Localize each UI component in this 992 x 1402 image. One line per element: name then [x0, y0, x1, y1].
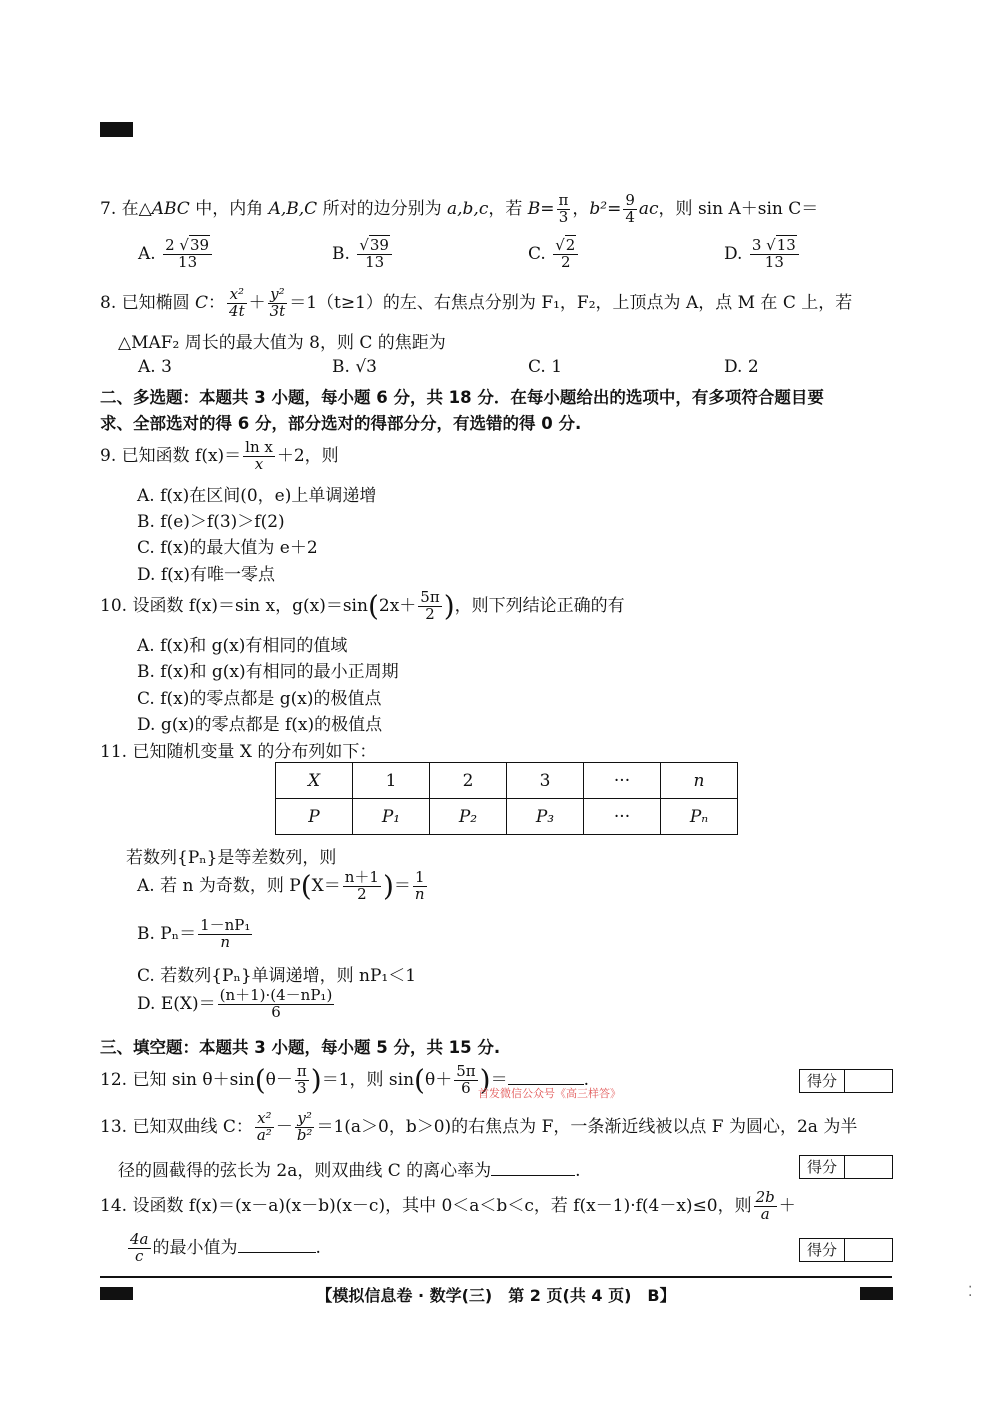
q12-stem: 12. 已知 sin θ＋sin(θ－ $\frac{\pi}{3}$ )＝1，则 sin(θ＋ $\frac{5\pi}{6}$ )＝ . — [100, 1062, 589, 1097]
q7-option-b: B. $\frac{√39}{13}$ — [332, 238, 394, 271]
q8-option-d: D. 2 — [724, 357, 759, 377]
section3-heading: 三、填空题：本题共 3 小题，每小题 5 分，共 15 分. — [100, 1038, 501, 1057]
q8-stem: 8. 已知椭圆 C： $\frac{\text{x²}}{4t}$ ＋ $\frac{\text{y²}}{3t}$ ＝1（t≥1）的左、右焦点分别为 F₁，F₂，上顶点为 A，点 M 在 C 上，若 — [100, 285, 853, 320]
q9-option-b: B. f(e)＞f(3)＞f(2) — [137, 512, 285, 532]
q9-option-c: C. f(x)的最大值为 e＋2 — [137, 538, 318, 558]
table-cell: ··· — [584, 799, 661, 835]
q10-option-d: D. g(x)的零点都是 f(x)的极值点 — [137, 715, 383, 735]
q10-option-b: B. f(x)和 g(x)有相同的最小正周期 — [137, 662, 399, 682]
q9-stem: 9. 已知函数 f(x)＝ $\frac{\text{ln x}}{x}$ ＋2，则 — [100, 438, 339, 473]
corner-mark-top-left — [100, 122, 133, 137]
q8-option-c: C. 1 — [528, 357, 563, 377]
q11-option-c: C. 若数列{Pₙ}单调递增，则 nP₁＜1 — [137, 966, 417, 986]
q9-option-d: D. f(x)有唯一零点 — [137, 565, 275, 585]
edge-mark: ⁚ — [968, 1284, 973, 1300]
distribution-table — [275, 762, 738, 835]
q13-stem-line2: 径的圆截得的弦长为 2a，则双曲线 C 的离心率为 . — [118, 1161, 581, 1181]
table-cell: X — [276, 763, 353, 799]
q7-option-d: D. $\frac{3 √13}{13}$ — [724, 238, 801, 271]
q14-score-box — [799, 1238, 893, 1262]
q11-stem: 11. 已知随机变量 X 的分布列如下： — [100, 742, 377, 762]
q13-score-box — [799, 1155, 893, 1179]
table-cell: ··· — [584, 763, 661, 799]
table-cell: P₁ — [353, 799, 430, 835]
q9-option-a: A. f(x)在区间(0，e)上单调递增 — [137, 486, 377, 506]
q11-condition: 若数列{Pₙ}是等差数列，则 — [126, 848, 337, 868]
q12-score-box — [799, 1069, 893, 1093]
q7-option-c: C. $\frac{√2}{2}$ — [528, 238, 580, 271]
q7-stem: 7. 在△ABC 中，内角 A,B,C 所对的边分别为 a,b,c，若 B= $\frac{\pi}{3}$ ，b²= $\frac{9}{4}$ ac，则 sin A＋sin C＝ — [100, 191, 819, 226]
q8-option-b: B. √3 — [332, 357, 377, 377]
q14-stem-line2: $\frac{4a}{c}$ 的最小值为 . — [130, 1230, 321, 1265]
table-cell: P₃ — [507, 799, 584, 835]
q13-answer-blank[interactable] — [491, 1175, 575, 1176]
watermark: 首发微信公众号《高三样答》 — [478, 1087, 621, 1100]
q13-stem: 13. 已知双曲线 C： $\frac{\text{x²}}{\text{a²}}$ － $\frac{\text{y²}}{\text{b²}}$ ＝1(a＞0，b＞0)的右焦点为 F，一条渐近线被以点 F 为圆心，2a 为半 — [100, 1109, 858, 1144]
table-cell: 2 — [430, 763, 507, 799]
score-label: 得分 — [800, 1156, 845, 1178]
q14-stem: 14. 设函数 f(x)＝(x－a)(x－b)(x－c)，其中 0＜a＜b＜c，若 f(x－1)·f(4－x)≤0，则 $\frac{2b}{a}$ ＋ — [100, 1188, 796, 1223]
q14-answer-blank[interactable] — [238, 1252, 316, 1253]
q10-option-c: C. f(x)的零点都是 g(x)的极值点 — [137, 689, 382, 709]
table-cell: 3 — [507, 763, 584, 799]
q10-stem: 10. 设函数 f(x)＝sin x，g(x)＝sin(2x＋ $\frac{5\pi}{2}$ )，则下列结论正确的有 — [100, 588, 625, 623]
q11-option-a: A. 若 n 为奇数，则 P(X＝ $\frac{n+1}{2}$ )＝ $\frac{1}{n}$ — [137, 868, 425, 903]
table-cell: P — [276, 799, 353, 835]
score-label: 得分 — [800, 1239, 845, 1261]
footer-rule — [100, 1276, 892, 1278]
q8-option-a: A. 3 — [138, 357, 172, 377]
score-label: 得分 — [800, 1070, 845, 1092]
table-row — [276, 763, 738, 799]
page-footer: 【模拟信息卷 · 数学(三) 第 2 页(共 4 页) B】 — [316, 1286, 676, 1305]
table-cell: 1 — [353, 763, 430, 799]
q11-option-d: D. E(X)＝ $\frac{\text{(n＋1)·(4－nP₁)}}{6}$ — [137, 986, 333, 1021]
q11-option-b: B. Pₙ＝ $\frac{\text{1－nP₁}}{n}$ — [137, 916, 251, 951]
table-cell: Pₙ — [661, 799, 738, 835]
table-cell: n — [661, 763, 738, 799]
table-cell: P₂ — [430, 799, 507, 835]
q10-option-a: A. f(x)和 g(x)有相同的值域 — [137, 636, 348, 656]
section2-heading: 二、多选题：本题共 3 小题，每小题 6 分，共 18 分．在每小题给出的选项中，有多项符合题目要 — [100, 388, 824, 407]
section2-heading-line2: 求、全部选对的得 6 分，部分选对的得部分分，有选错的得 0 分. — [100, 414, 582, 433]
table-row — [276, 799, 738, 835]
q7-option-a: A. $\frac{2 √39}{13}$ — [138, 238, 214, 271]
q8-stem-line2: △MAF₂ 周长的最大值为 8，则 C 的焦距为 — [118, 333, 446, 353]
